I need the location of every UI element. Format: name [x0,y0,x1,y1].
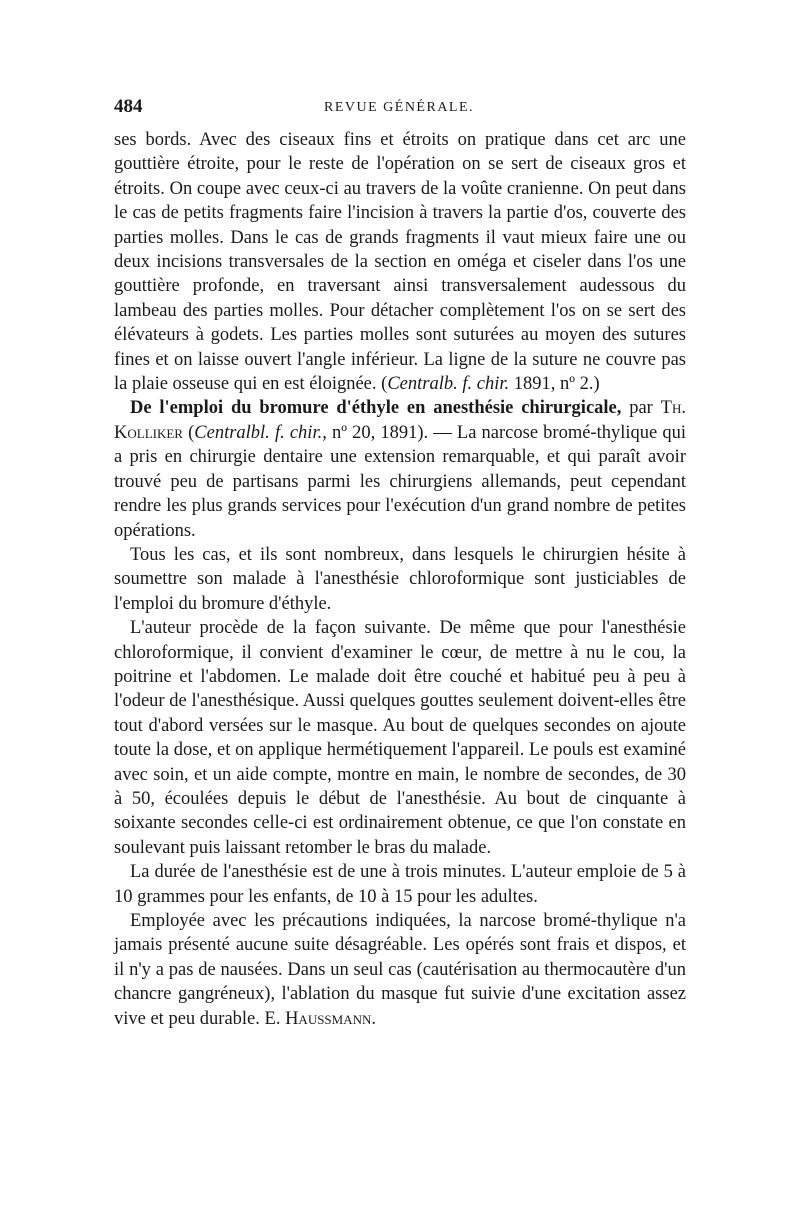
paragraph-procedure: L'auteur procède de la façon suivante. De même que pour l'anesthésie chloroformique, il convient d'examiner le cœur, de mettre à nu le cou, la poitrine et l'abdomen. Le malade doit être couché et habitué peu à peu à l'odeur de l'anesthésique. Aussi quelques gouttes seulement doivent-elles être tout d'abord versées sur le masque. Au bout de quelques secondes on ajoute toute la dose, et on applique hermétiquement l'appareil. Le pouls est examiné avec soin, et un aide compte, montre en main, le nombre de secondes, de 30 à 50, écoulées depuis le début de l'anesthésie. Au bout de cinquante à soixante secondes celle-ci est ordinairement obtenue, ce que l'on constate en soulevant puis laissant retomber le bras du malade. [114,618,686,858]
paragraph-text: Employée avec les précautions indiquées, la narcose bromé-thylique n'a jamais présenté aucune suite désagréable. Les opérés sont frais et dispos, et il n'y a pas de nausées. Dans un seul cas (cautérisation au thermocautère d'un chancre gangréneux), l'ablation du masque fut suivie d'une excitation assez vive et peu durable. [114,911,686,1029]
author-signature: E. Haussmann. [264,1008,377,1029]
article-heading-paragraph [114,396,686,542]
article-author: Th. Kolliker [114,398,686,443]
source-citation-tail: 1891, nº 2.) [509,374,600,395]
paragraph-results [114,909,686,1031]
article-ref-open: ( [182,422,195,443]
running-head: REVUE GÉNÉRALE. [324,100,475,115]
paragraph-text: ses bords. Avec des ciseaux fins et étroits on pratique dans cet arc une gouttière étroite, pour le reste de l'opération on se sert de ciseaux gros et étroits. On coupe avec ceux-ci au travers de la voûte cranienne. On peut dans le cas de petits fragments faire l'incision à travers la partie d'os, couverte des parties molles. Dans le cas de grands fragments il vaut mieux faire une ou deux incisions transversales de la section en oméga et ciseler dans l'os une gouttière profonde, en traversant ainsi transversalement audessous du lambeau des parties molles. Pour détacher complètement l'os on se sert des élévateurs à godets. Les parties molles sont suturées au moyen des sutures fines et on laisse ouvert l'angle inférieur. La ligne de la suture ne couvre pas la plaie osseuse qui en est éloignée. ( [114,130,686,395]
paragraph-duration: La durée de l'anesthésie est de une à trois minutes. L'auteur emploie de 5 à 10 grammes pour les enfants, de 10 à 15 pour les adultes. [114,862,686,907]
article-journal: Centralbl. f. chir. [194,422,323,443]
article-par: par [621,398,661,419]
paragraph-indications: Tous les cas, et ils sont nombreux, dans lesquels le chirurgien hésite à soumettre son malade à l'anesthésie chloroformique sont justiciables de l'emploi du bromure d'éthyle. [114,544,686,614]
paragraph-surgical-technique [114,128,686,396]
document-page [114,96,686,1031]
article-title: De l'emploi du bromure d'éthyle en anesthésie chirurgicale, [130,398,622,419]
article-ref-body: , nº 20, 1891). — La narcose bromé-thylique qui a pris en chirurgie dentaire une extension remarquable, et qui paraît avoir trouvé peu de partisans parmi les chirurgiens allemands, peut cependant rendre les plus grands services pour l'exécution d'un grand nombre de petites opérations. [114,422,686,541]
page-header [114,96,686,122]
page-number: 484 [114,96,143,117]
source-citation: Centralb. f. chir. [387,374,510,395]
